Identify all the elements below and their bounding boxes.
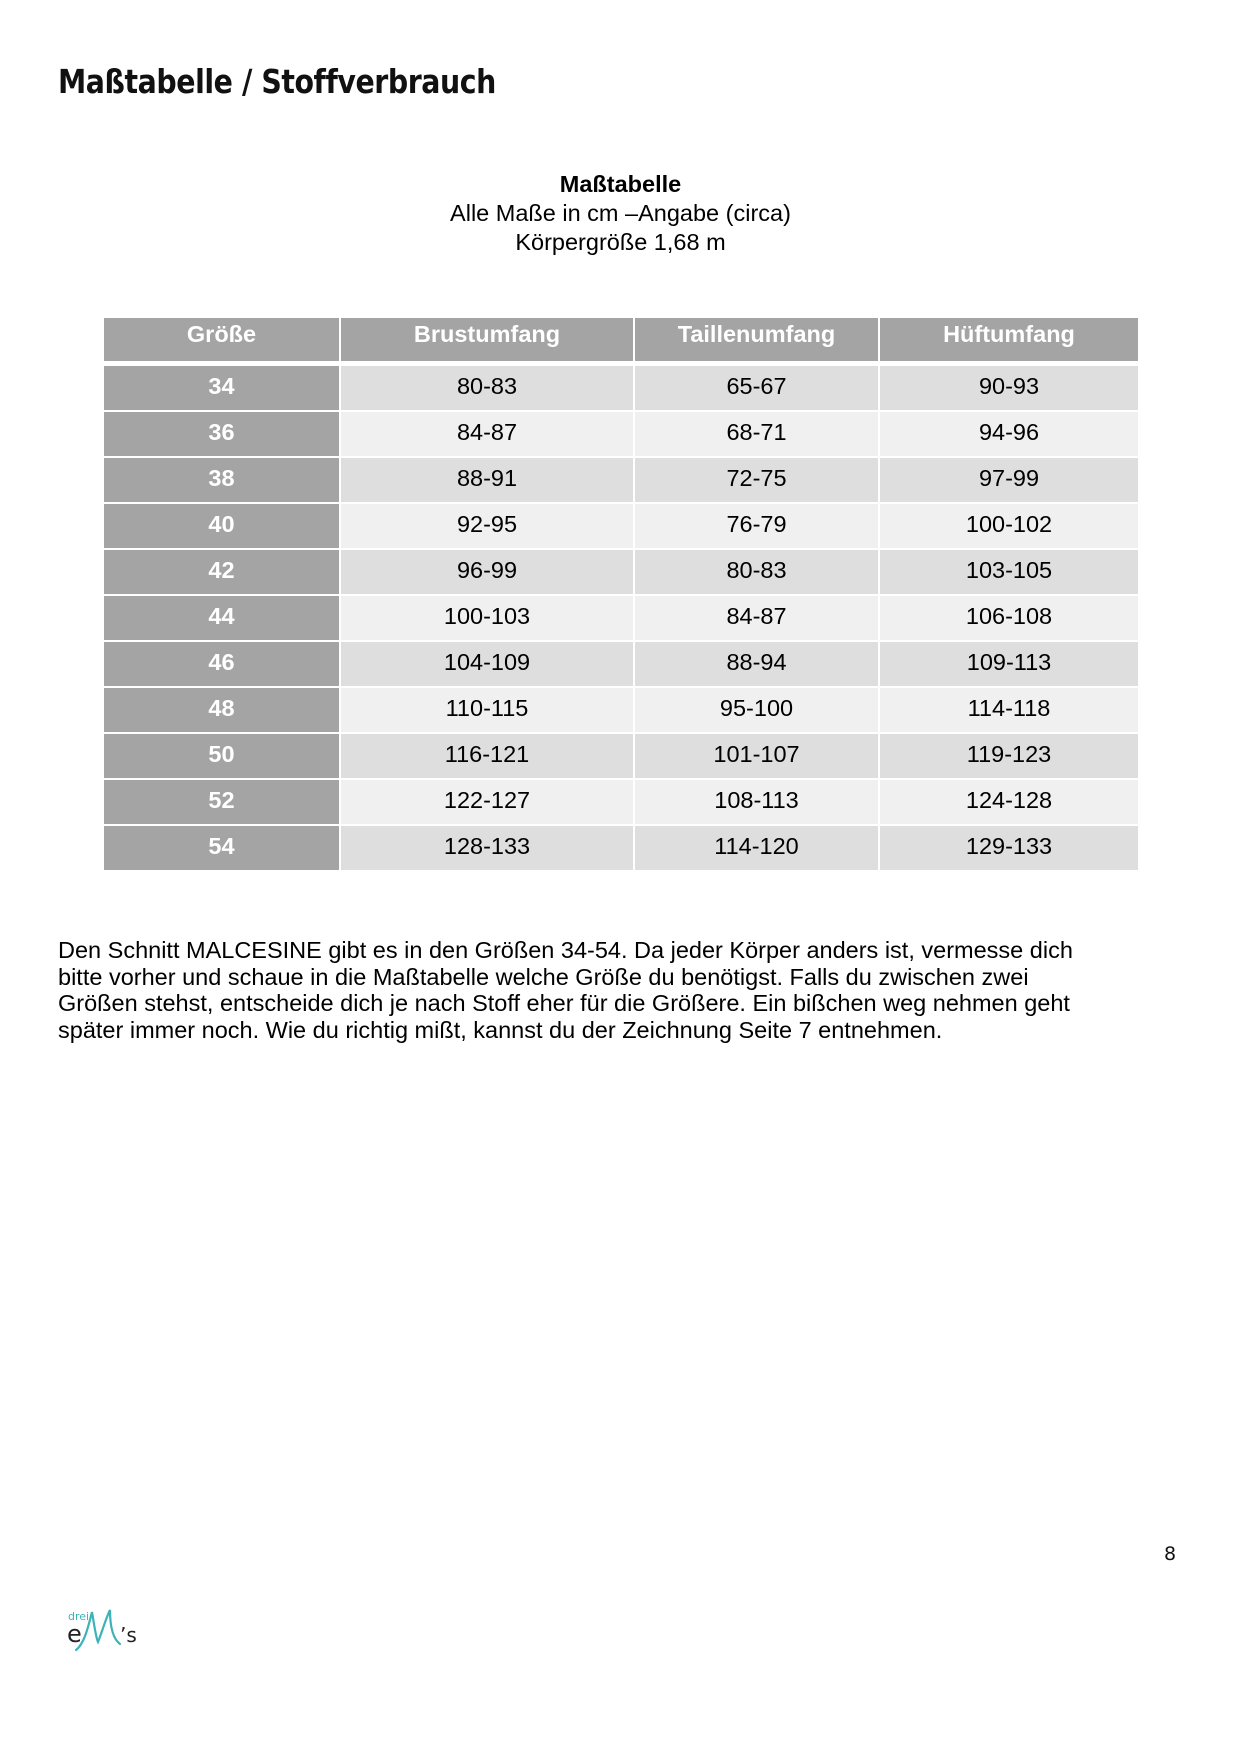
cell-waist: 65-67 (635, 366, 878, 410)
cell-size: 52 (104, 780, 339, 824)
cell-size: 42 (104, 550, 339, 594)
table-row (104, 826, 1138, 870)
paragraph-line: später immer noch. Wie du richtig mißt, kannst du der Zeichnung Seite 7 entnehmen. (58, 1016, 943, 1043)
cell-hip: 100-102 (880, 504, 1138, 548)
cell-size: 34 (104, 366, 339, 410)
cell-bust: 92-95 (341, 504, 633, 548)
cell-waist: 101-107 (635, 734, 878, 778)
cell-size: 38 (104, 458, 339, 502)
caption-body-height: Körpergröße 1,68 m (515, 229, 726, 255)
cell-size: 40 (104, 504, 339, 548)
logo-text-s: ’s (120, 1623, 137, 1647)
cell-waist: 88-94 (635, 642, 878, 686)
cell-bust: 84-87 (341, 412, 633, 456)
logo-text-drei: drei (68, 1610, 90, 1623)
page-heading: Maßtabelle / Stoffverbrauch (58, 62, 496, 101)
caption-units: Alle Maße in cm –Angabe (circa) (450, 200, 791, 226)
cell-waist: 84-87 (635, 596, 878, 640)
table-caption (0, 170, 1241, 257)
header-size: Größe (104, 318, 339, 361)
cell-bust: 110-115 (341, 688, 633, 732)
cell-bust: 104-109 (341, 642, 633, 686)
cell-bust: 96-99 (341, 550, 633, 594)
cell-hip: 94-96 (880, 412, 1138, 456)
cell-size: 54 (104, 826, 339, 870)
header-hip: Hüftumfang (880, 318, 1138, 361)
cell-waist: 80-83 (635, 550, 878, 594)
cell-size: 48 (104, 688, 339, 732)
cell-hip: 97-99 (880, 458, 1138, 502)
cell-hip: 109-113 (880, 642, 1138, 686)
cell-size: 50 (104, 734, 339, 778)
table-row (104, 780, 1138, 824)
header-bust: Brustumfang (341, 318, 633, 361)
cell-size: 46 (104, 642, 339, 686)
cell-bust: 100-103 (341, 596, 633, 640)
cell-hip: 129-133 (880, 826, 1138, 870)
cell-bust: 122-127 (341, 780, 633, 824)
cell-waist: 76-79 (635, 504, 878, 548)
table-row (104, 596, 1138, 640)
cell-waist: 68-71 (635, 412, 878, 456)
cell-size: 44 (104, 596, 339, 640)
size-advice-paragraph (58, 937, 1178, 1043)
header-waist: Taillenumfang (635, 318, 878, 361)
cell-hip: 90-93 (880, 366, 1138, 410)
table-row (104, 688, 1138, 732)
cell-waist: 108-113 (635, 780, 878, 824)
cell-hip: 124-128 (880, 780, 1138, 824)
cell-bust: 88-91 (341, 458, 633, 502)
caption-title: Maßtabelle (559, 171, 682, 197)
table-row (104, 412, 1138, 456)
cell-hip: 119-123 (880, 734, 1138, 778)
brand-logo (58, 1598, 158, 1658)
table-row (104, 550, 1138, 594)
paragraph-line: Den Schnitt MALCESINE gibt es in den Größen 34-54. Da jeder Körper anders ist, vermesse dich (58, 937, 1073, 963)
cell-bust: 128-133 (341, 826, 633, 870)
table-row (104, 366, 1138, 410)
logo-text-e: e (67, 1620, 82, 1648)
paragraph-line: Größen stehst, entscheide dich je nach Stoff eher für die Größere. Ein bißchen weg nehmen geht (58, 990, 1070, 1016)
table-row (104, 734, 1138, 778)
table-header-row (104, 318, 1138, 361)
cell-bust: 80-83 (341, 366, 633, 410)
table-row (104, 642, 1138, 686)
paragraph-line: bitte vorher und schaue in die Maßtabelle welche Größe du benötigst. Falls du zwischen zwei (58, 963, 1029, 990)
cell-waist: 72-75 (635, 458, 878, 502)
cell-waist: 95-100 (635, 688, 878, 732)
cell-hip: 114-118 (880, 688, 1138, 732)
cell-waist: 114-120 (635, 826, 878, 870)
size-table (104, 318, 1138, 872)
table-row (104, 458, 1138, 502)
cell-size: 36 (104, 412, 339, 456)
cell-bust: 116-121 (341, 734, 633, 778)
page-number: 8 (1164, 1543, 1177, 1565)
table-row (104, 504, 1138, 548)
cell-hip: 103-105 (880, 550, 1138, 594)
table-body (104, 366, 1138, 870)
cell-hip: 106-108 (880, 596, 1138, 640)
